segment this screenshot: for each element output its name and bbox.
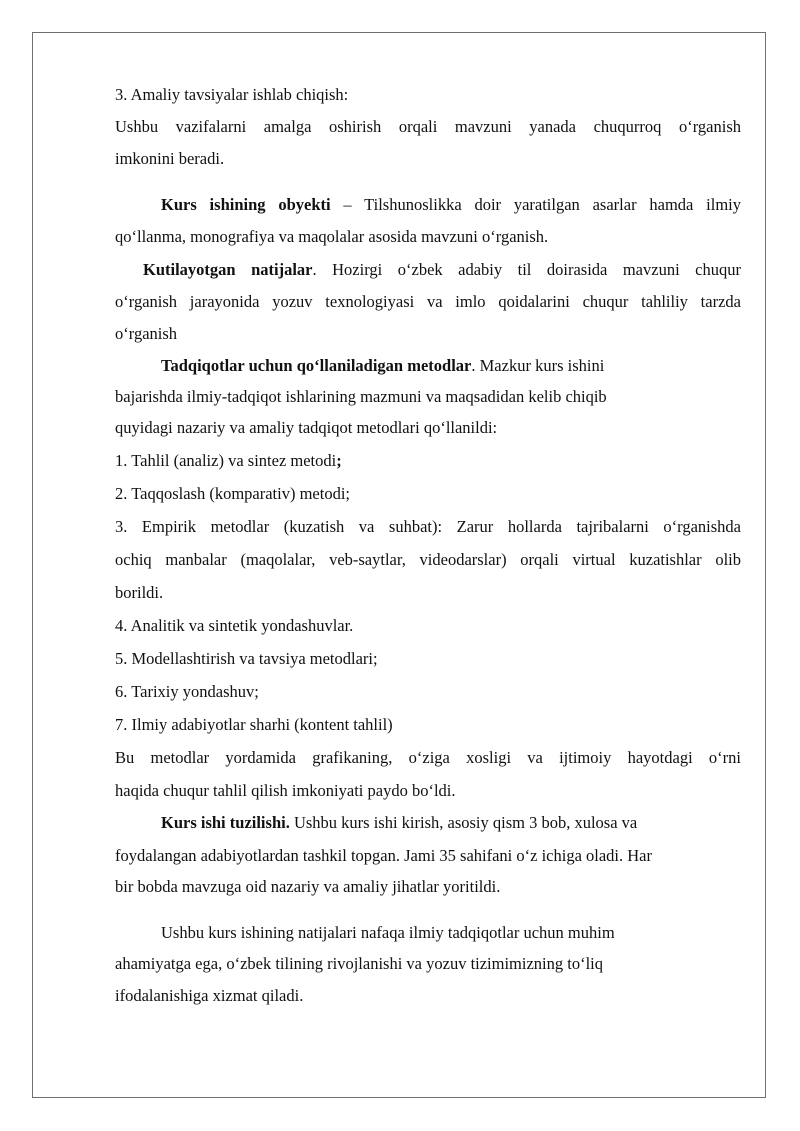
text-line [115, 517, 741, 537]
text-line [115, 292, 741, 312]
text-line [115, 550, 741, 570]
bold-run: Kutilayotgan natijalar [143, 260, 313, 279]
text-line [115, 682, 741, 702]
text-run: 3. Empirik metodlar (kuzatish va suhbat): Zarur hollarda tajribalarni o‘rganishda [115, 517, 741, 536]
text-run: Ushbu kurs ishining natijalari nafaqa ilmiy tadqiqotlar uchun muhim [161, 923, 615, 942]
text-line [115, 616, 741, 636]
text-run: 6. Tarixiy yondashuv; [115, 682, 259, 701]
text-run: ochiq manbalar (maqolalar, veb-saytlar, videodarslar) orqali virtual kuzatishlar olib [115, 550, 741, 569]
text-line [115, 418, 741, 438]
text-line [115, 715, 741, 735]
text-run: 7. Ilmiy adabiyotlar sharhi (kontent tahlil) [115, 715, 393, 734]
bold-run: Tadqiqotlar uchun qo‘llaniladigan metodlar [161, 356, 472, 375]
text-run: qo‘llanma, monografiya va maqolalar asosida mavzuni o‘rganish. [115, 227, 549, 246]
text-line [115, 387, 741, 407]
text-run: Ushbu kurs ishi kirish, asosiy qism 3 bob, xulosa va [289, 813, 638, 832]
text-run: . Mazkur kurs ishini [471, 356, 605, 375]
text-line [115, 781, 741, 801]
text-run: 3. Amaliy tavsiyalar ishlab chiqish: [115, 85, 349, 104]
text-run: borildi. [115, 583, 164, 602]
text-line [161, 813, 741, 833]
text-line [115, 954, 741, 974]
text-line [115, 451, 741, 471]
text-run: haqida chuqur tahlil qilish imkoniyati paydo bo‘ldi. [115, 781, 456, 800]
bold-run: Kurs ishi tuzilishi. [161, 813, 290, 832]
text-line [115, 877, 741, 897]
text-run: ifodalanishiga xizmat qiladi. [115, 986, 304, 1005]
text-line [115, 649, 741, 669]
text-run: foydalangan adabiyotlardan tashkil topgan. Jami 35 sahifani o‘z ichiga oladi. Har [115, 846, 652, 865]
text-line [115, 986, 741, 1006]
text-line [115, 846, 741, 866]
text-run: 5. Modellashtirish va tavsiya metodlari; [115, 649, 378, 668]
text-run: bajarishda ilmiy-tadqiqot ishlarining mazmuni va maqsadidan kelib chiqib [115, 387, 607, 406]
text-run: Ushbu vazifalarni amalga oshirish orqali mavzuni yanada chuqurroq o‘rganish [115, 117, 741, 136]
text-run: – Tilshunoslikka doir yaratilgan asarlar hamda ilmiy [330, 195, 741, 214]
text-line [115, 227, 741, 247]
text-line [115, 748, 741, 768]
text-run: ahamiyatga ega, o‘zbek tilining rivojlanishi va yozuv tizimimizning to‘liq [115, 954, 604, 973]
text-line [115, 117, 741, 137]
text-run: imkonini beradi. [115, 149, 225, 168]
text-run: quyidagi nazariy va amaliy tadqiqot metodlari qo‘llanildi: [115, 418, 498, 437]
text-line [161, 356, 741, 376]
text-run: 4. Analitik va sintetik yondashuvlar. [115, 616, 354, 635]
text-run: o‘rganish jarayonida yozuv texnologiyasi va imlo qoidalarini chuqur tahliliy tarzda [115, 292, 741, 311]
text-line [115, 149, 741, 169]
text-run: 1. Tahlil (analiz) va sintez metodi [115, 451, 337, 470]
text-line [115, 583, 741, 603]
text-line [115, 85, 741, 105]
text-run: bir bobda mavzuga oid nazariy va amaliy jihatlar yoritildi. [115, 877, 501, 896]
text-run: o‘rganish [115, 324, 178, 343]
bold-run: Kurs ishining obyekti [161, 195, 331, 214]
text-line [115, 324, 741, 344]
text-line [161, 923, 741, 943]
bold-run: ; [336, 451, 342, 470]
text-line [143, 260, 741, 280]
text-line [161, 195, 741, 215]
text-run: . Hozirgi o‘zbek adabiy til doirasida mavzuni chuqur [312, 260, 741, 279]
text-run: 2. Taqqoslash (komparativ) metodi; [115, 484, 350, 503]
text-run: Bu metodlar yordamida grafikaning, o‘ziga xosligi va ijtimoiy hayotdagi o‘rni [115, 748, 741, 767]
text-line [115, 484, 741, 504]
